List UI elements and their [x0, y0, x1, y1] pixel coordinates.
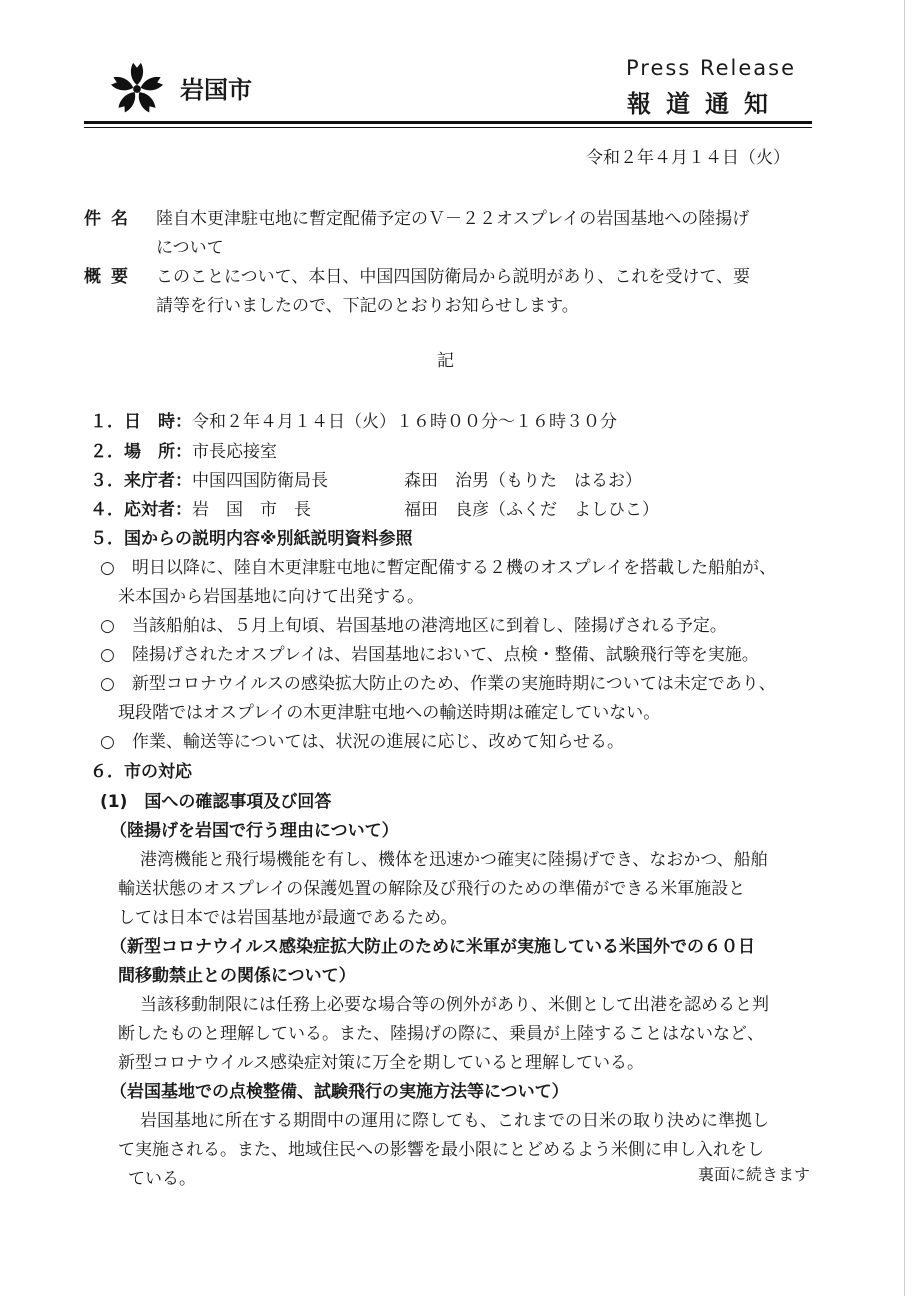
answer-1-line-3: しては日本では岩国基地が最適であるため。: [118, 908, 458, 928]
release-date: 令和２年４月１４日（火）: [586, 148, 790, 168]
press-release-ja: 報道通知: [627, 90, 783, 118]
question-2-line-2: 間移動禁止との関係について）: [118, 966, 356, 986]
scan-edge-line: [904, 0, 905, 1296]
summary-line-2: 請等を行いましたので、下記のとおりお知らせします。: [156, 296, 579, 316]
continued-on-back: 裏面に続きます: [697, 1165, 810, 1184]
question-3: （岩国基地での点検整備、試験飛行の実施方法等について）: [110, 1082, 569, 1102]
ki-heading: 記: [437, 351, 454, 371]
item-1-value: 令和２年４月１４日（火）１６時００分～１６時３０分: [192, 412, 617, 432]
header-rule-thin: [84, 127, 812, 128]
answer-3-line-1: 岩国基地に所在する期間中の運用に際しても、これまでの日米の取り決めに準拠し: [140, 1111, 769, 1131]
summary-line-1: このことについて、本日、中国四国防衛局から説明があり、これを受けて、要: [156, 267, 750, 287]
answer-2-line-2: 断したものと理解している。また、陸揚げの際に、乗員が上陸することはないなど、: [118, 1024, 764, 1044]
explanation-4-line-1: ○ 新型コロナウイルスの感染拡大防止のため、作業の実施時期については未定であり、: [100, 674, 776, 694]
explanation-4-line-2: 現段階ではオスプレイの木更津駐屯地への輸送時期は確定していない。: [118, 703, 661, 723]
answer-1-line-1: 港湾機能と飛行場機能を有し、機体を迅速かつ確実に陸揚げでき、なおかつ、船舶: [140, 850, 768, 870]
answer-3-line-2: て実施される。また、地域住民への影響を最小限にとどめるよう米側に申し入れをし: [118, 1140, 764, 1160]
item-4-label: ４．応対者：: [90, 500, 192, 520]
explanation-5: ○ 作業、輸送等については、状況の進展に応じ、改めて知らせる。: [100, 732, 624, 752]
item-2-value: 市長応接室: [192, 442, 277, 462]
answer-2-line-3: 新型コロナウイルス感染症対策に万全を期していると理解している。: [118, 1053, 644, 1073]
summary-label: 概要: [84, 267, 138, 287]
iwakuni-city-emblem-icon: [108, 60, 166, 118]
subject-line-1: 陸自木更津駐屯地に暫定配備予定のＶ－２２オスプレイの岩国基地への陸揚げ: [156, 209, 750, 229]
subject-label: 件名: [84, 209, 138, 229]
section-6-sub-1: (1) 国への確認事項及び回答: [100, 792, 332, 812]
explanation-1-line-1: ○ 明日以降に、陸自木更津駐屯地に暫定配備する２機のオスプレイを搭載した船舶が、: [100, 558, 777, 578]
explanation-2: ○ 当該船舶は、５月上旬頃、岩国基地の港湾地区に到着し、陸揚げされる予定。: [100, 616, 727, 636]
answer-2-line-1: 当該移動制限には任務上必要な場合等の例外があり、米側として出港を認めると判: [140, 995, 769, 1015]
subject-line-2: について: [156, 238, 224, 258]
item-3-org: 中国四国防衛局長: [192, 471, 328, 491]
item-2-label: ２．場 所：: [90, 442, 192, 462]
item-3-name: 森田 治男（もりた はるお）: [404, 471, 642, 491]
item-5-label: ５．国からの説明内容※別紙説明資料参照: [90, 529, 413, 549]
item-1-label: １．日 時：: [90, 412, 192, 432]
city-name: 岩国市: [180, 76, 252, 104]
section-6-heading: ６．市の対応: [90, 762, 192, 782]
item-3-label: ３．来庁者：: [90, 471, 192, 491]
explanation-3: ○ 陸揚げされたオスプレイは、岩国基地において、点検・整備、試験飛行等を実施。: [100, 645, 759, 665]
item-4-name: 福田 良彦（ふくだ よしひこ）: [404, 500, 659, 520]
explanation-1-line-2: 米本国から岩国基地に向けて出発する。: [118, 587, 424, 607]
answer-1-line-2: 輸送状態のオスプレイの保護処置の解除及び飛行のための準備ができる米軍施設と: [118, 879, 746, 899]
question-2-line-1: （新型コロナウイルス感染症拡大防止のために米軍が実施している米国外での６０日: [110, 937, 755, 957]
header-rule-thick: [84, 121, 812, 124]
item-4-org: 岩 国 市 長: [192, 500, 311, 520]
question-1: （陸揚げを岩国で行う理由について）: [110, 821, 399, 841]
press-release-en: Press Release: [626, 56, 796, 80]
answer-3-line-3: ている。: [128, 1169, 196, 1189]
